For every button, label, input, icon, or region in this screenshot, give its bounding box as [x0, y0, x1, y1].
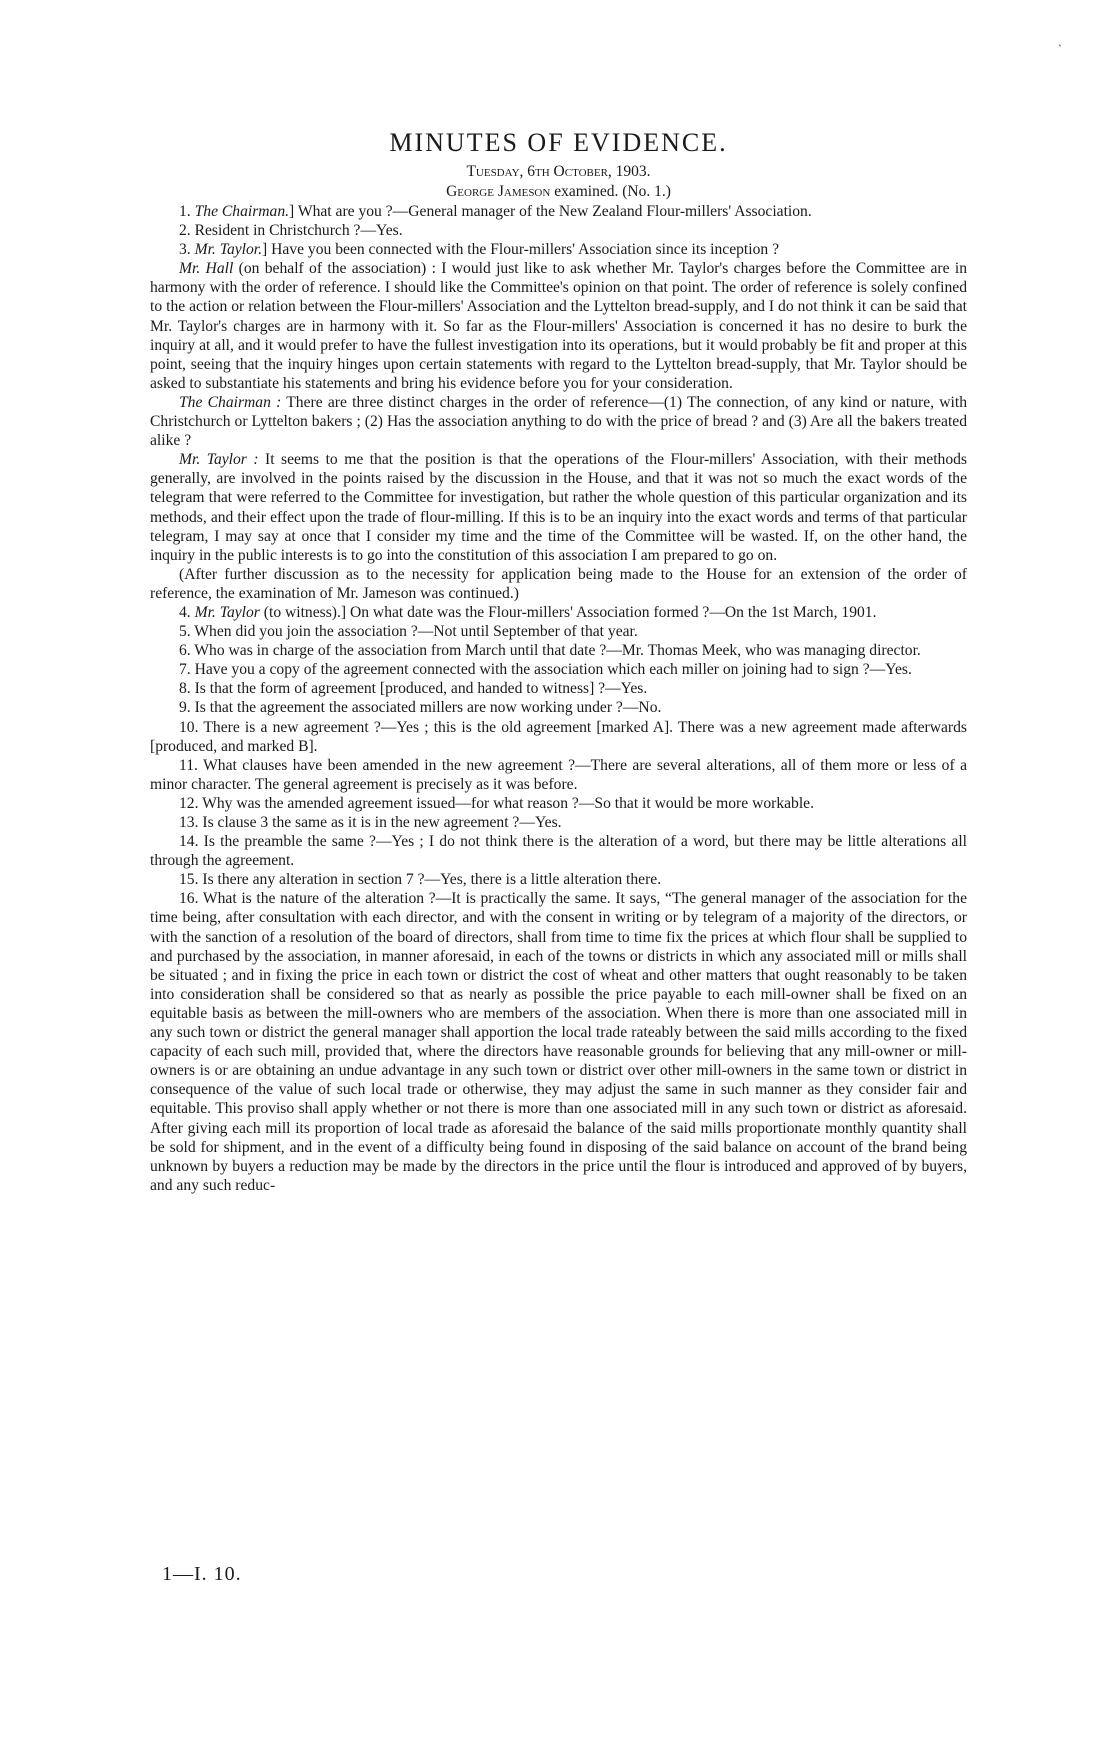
paragraph: 12. Why was the amended agreement issued—for what reason ?—So that it would be more workable. — [179, 794, 814, 812]
paragraph: 5. When did you join the association ?—Not until September of that year. — [179, 623, 638, 641]
paragraph: The Chairman : There are three distinct charges in the order of reference—(1) The connection, of any kind or nature, with Christchurch or Lyttelton bakers ; (2) Has the association anything to do with the price of bread ? and (3) Are all the bakers treated alike ? — [150, 393, 967, 450]
paragraph: 9. Is that the agreement the associated millers are now working under ?—No. — [179, 699, 662, 717]
paragraph: 11. What clauses have been amended in the new agreement ?—There are several alterations, all of them more or less of a minor character. The general agreement is precisely as it was before. — [150, 756, 967, 793]
page-title: MINUTES OF EVIDENCE. — [389, 128, 728, 157]
stray-mark: ` — [1058, 42, 1062, 56]
paragraph: Mr. Hall (on behalf of the association) : I would just like to ask whether Mr. Taylor's charges before the Committee are in harmony with the order of reference. I should like the Committee's opinion on that point. The order of reference is solely confined to the action or relation between the Flour-millers' Association and the Lyttelton bread-supply, and I do not think it can be said that Mr. Taylor's charges are in harmony with it. So far as the Flour-millers' Association is concerned it has no desire to burk the inquiry at all, and it would prefer to have the fullest investigation into its operations, but it would probably be fit and proper at this point, seeing that the inquiry hinges upon certain statements with regard to the Lyttelton bread-supply, that Mr. Taylor should be asked to substantiate his statements and bring his evidence before you for your consideration. — [150, 260, 967, 392]
paragraph: 4. Mr. Taylor (to witness).] On what date was the Flour-millers' Association formed ?—On the 1st March, 1901. — [179, 603, 877, 621]
paragraph: 13. Is clause 3 the same as it is in the new agreement ?—Yes. — [179, 814, 562, 831]
document-page — [150, 128, 967, 1195]
page-reference: 1—I. 10. — [162, 1563, 242, 1585]
witness-status: examined. — [554, 183, 619, 200]
paragraph: Mr. Taylor : It seems to me that the position is that the operations of the Flour-millers' Association, with their methods generally, are involved in the points raised by the discussion in the House, and that it was not so much the exact words of the telegram that were referred to the Committee for investigation, but rather the whole question of this particular organization and its methods, and their effect upon the trade of flour-milling. If this is to be an inquiry into the exact words and terms of that particular telegram, I may say at once that I consider my time and the time of the Committee will be wasted. If, on the other hand, the inquiry in the public interests is to go into the constitution of this association I am prepared to go on. — [150, 451, 967, 564]
paragraph: 2. Resident in Christchurch ?—Yes. — [179, 222, 403, 240]
paragraph: (After further discussion as to the necessity for application being made to the House for an extension of the order of reference, the examination of Mr. Jameson was continued.) — [150, 565, 967, 602]
sitting-date: Tuesday, 6th October, 1903. — [466, 163, 651, 180]
paragraph: 15. Is there any alteration in section 7 ?—Yes, there is a little alteration there. — [179, 871, 662, 889]
paragraph: 14. Is the preamble the same ?—Yes ; I do not think there is the alteration of a word, but there may be little alterations all through the agreement. — [150, 833, 967, 870]
paragraph: 6. Who was in charge of the association from March until that date ?—Mr. Thomas Meek, who was managing director. — [179, 642, 921, 660]
paragraph: 7. Have you a copy of the agreement connected with the association which each miller on joining had to sign ?—Yes. — [179, 661, 912, 679]
paragraph: 1. The Chairman.] What are you ?—General manager of the New Zealand Flour-millers' Association. — [179, 203, 812, 220]
paragraph: 10. There is a new agreement ?—Yes ; this is the old agreement [marked A]. There was a new agreement made afterwards [produced, and marked B]. — [150, 718, 967, 755]
witness-number: (No. 1.) — [622, 183, 671, 200]
witness-name: George Jameson — [446, 183, 551, 200]
paragraph: 8. Is that the form of agreement [produced, and handed to witness] ?—Yes. — [179, 680, 648, 698]
paragraph: 16. What is the nature of the alteration ?—It is practically the same. It says, “The general manager of the association for the time being, after consultation with each director, and with the consent in writing or by telegram of a majority of the directors, or with the sanction of a resolution of the board of directors, shall from time to time fix the prices at which flour shall be supplied to and purchased by the association, in manner aforesaid, in each of the towns or districts in which any associated mill or mills shall be situated ; and in fixing the price in each town or district the cost of wheat and other matters that ought reasonably to be taken into consideration shall be considered so that as nearly as possible the price payable to each mill-owner shall be fixed on an equitable basis as between the mill-owners who are members of the association. When there is more than one associated mill in any such town or district the general manager shall apportion the local trade rateably between the said mills according to the fixed capacity of each such mill, provided that, where the directors have reasonable grounds for believing that any mill-owner or mill-owners is or are obtaining an undue advantage in any such town or district over other mill-owners in the same town or district in consequence of the value of such local trade or otherwise, they may adjust the same in such manner as they consider fair and equitable. This proviso shall apply whether or not there is more than one associated mill in any such town or district as aforesaid. After giving each mill its proportion of local trade as aforesaid the balance of the said mills proportionate monthly quantity shall be sold for shipment, and in the event of a difficulty being found in disposing of the said balance on account of the brand being unknown by buyers a reduction may be made by the directors in the price until the flour is introduced and approved of by buyers, and any such reduc- — [150, 890, 967, 1194]
paragraph: 3. Mr. Taylor.] Have you been connected with the Flour-millers' Association since its inception ? — [179, 241, 780, 259]
witness-line — [150, 182, 967, 202]
evidence-body — [150, 202, 967, 1195]
